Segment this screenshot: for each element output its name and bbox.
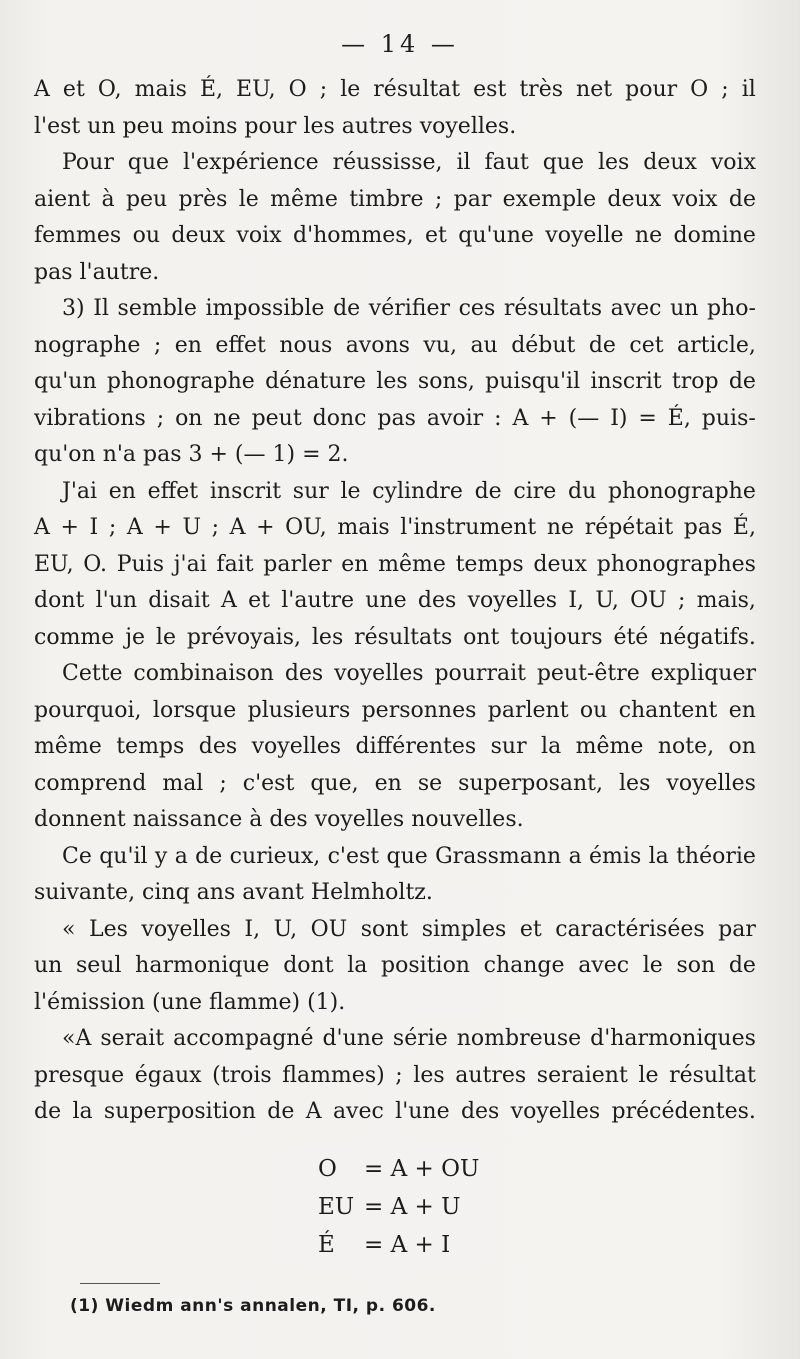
footnote-divider	[80, 1283, 160, 1284]
text-line: un seul harmonique dont la position change avec le son de	[34, 953, 756, 978]
text-line: Ce qu'il y a de curieux, c'est que Grassmann a émis la théorie	[62, 843, 756, 869]
text-line: « Les voyelles I, U, OU sont simples et caractérisées par	[62, 916, 756, 942]
text-line: vibrations ; on ne peut donc pas avoir : A + (— I) = É, puis-	[34, 405, 756, 431]
text-line: l'émission (une flamme) (1).	[34, 989, 346, 1015]
text-line: A et O, mais É, EU, O ; le résultat est très net pour O ; il	[34, 77, 756, 102]
equation-row	[318, 1150, 512, 1188]
equation-block	[318, 1150, 512, 1264]
text-line: l'est un peu moins pour les autres voyelles.	[34, 113, 517, 139]
text-line: qu'on n'a pas 3 + (— 1) = 2.	[34, 442, 349, 467]
text-line: même temps des voyelles différentes sur la même note, on	[34, 734, 756, 759]
text-line: donnent naissance à des voyelles nouvelles.	[34, 807, 524, 832]
text-line: presque égaux (trois flammes) ; les autres seraient le résultat	[34, 1062, 756, 1088]
text-line: qu'un phonographe dénature les sons, puisqu'il inscrit trop de	[34, 369, 756, 394]
text-line: J'ai en effet inscrit sur le cylindre de cire du phonographe	[62, 478, 756, 504]
text-line: dont l'un disait A et l'autre une des voyelles I, U, OU ; mais,	[34, 588, 756, 613]
text-line: Pour que l'expérience réussisse, il faut que les deux voix	[62, 150, 756, 175]
text-line: nographe ; en effet nous avons vu, au début de cet article,	[34, 332, 756, 358]
equation-lhs: É	[318, 1232, 335, 1258]
text-line: femmes ou deux voix d'hommes, et qu'une voyelle ne domine	[34, 223, 756, 248]
page-number: — 14 —	[341, 30, 459, 58]
equation-lhs: EU	[318, 1194, 355, 1220]
footnote: (1) Wiedm ann's annalen, TI, p. 606.	[70, 1296, 436, 1316]
text-line: suivante, cinq ans avant Helmholtz.	[34, 880, 433, 905]
text-line: pas l'autre.	[34, 259, 160, 285]
equation-rhs: = A + I	[364, 1232, 451, 1258]
text-line: comme je le prévoyais, les résultats ont toujours été négatifs.	[34, 624, 756, 650]
text-line: de la superposition de A avec l'une des voyelles précédentes.	[34, 1099, 756, 1124]
equation-row	[318, 1226, 512, 1264]
equation-row	[318, 1188, 512, 1226]
text-line: comprend mal ; c'est que, en se superposant, les voyelles	[34, 770, 756, 796]
text-line: aient à peu près le même timbre ; par exemple deux voix de	[34, 186, 756, 212]
text-line: «A serait accompagné d'une série nombreuse d'harmoniques	[62, 1026, 756, 1051]
equation-rhs: = A + OU	[364, 1156, 480, 1182]
body-text	[34, 72, 756, 1131]
text-line: 3) Il semble impossible de vérifier ces résultats avec un pho-	[62, 296, 756, 321]
equation-lhs: O	[318, 1156, 337, 1182]
equation-rhs: = A + U	[364, 1194, 461, 1220]
text-line: A + I ; A + U ; A + OU, mais l'instrument ne répétait pas É,	[34, 515, 756, 540]
text-line: EU, O. Puis j'ai fait parler en même temps deux phonographes	[34, 551, 756, 577]
text-line: Cette combinaison des voyelles pourrait peut-être expliquer	[62, 661, 756, 686]
text-line: pourquoi, lorsque plusieurs personnes parlent ou chantent en	[34, 697, 756, 723]
